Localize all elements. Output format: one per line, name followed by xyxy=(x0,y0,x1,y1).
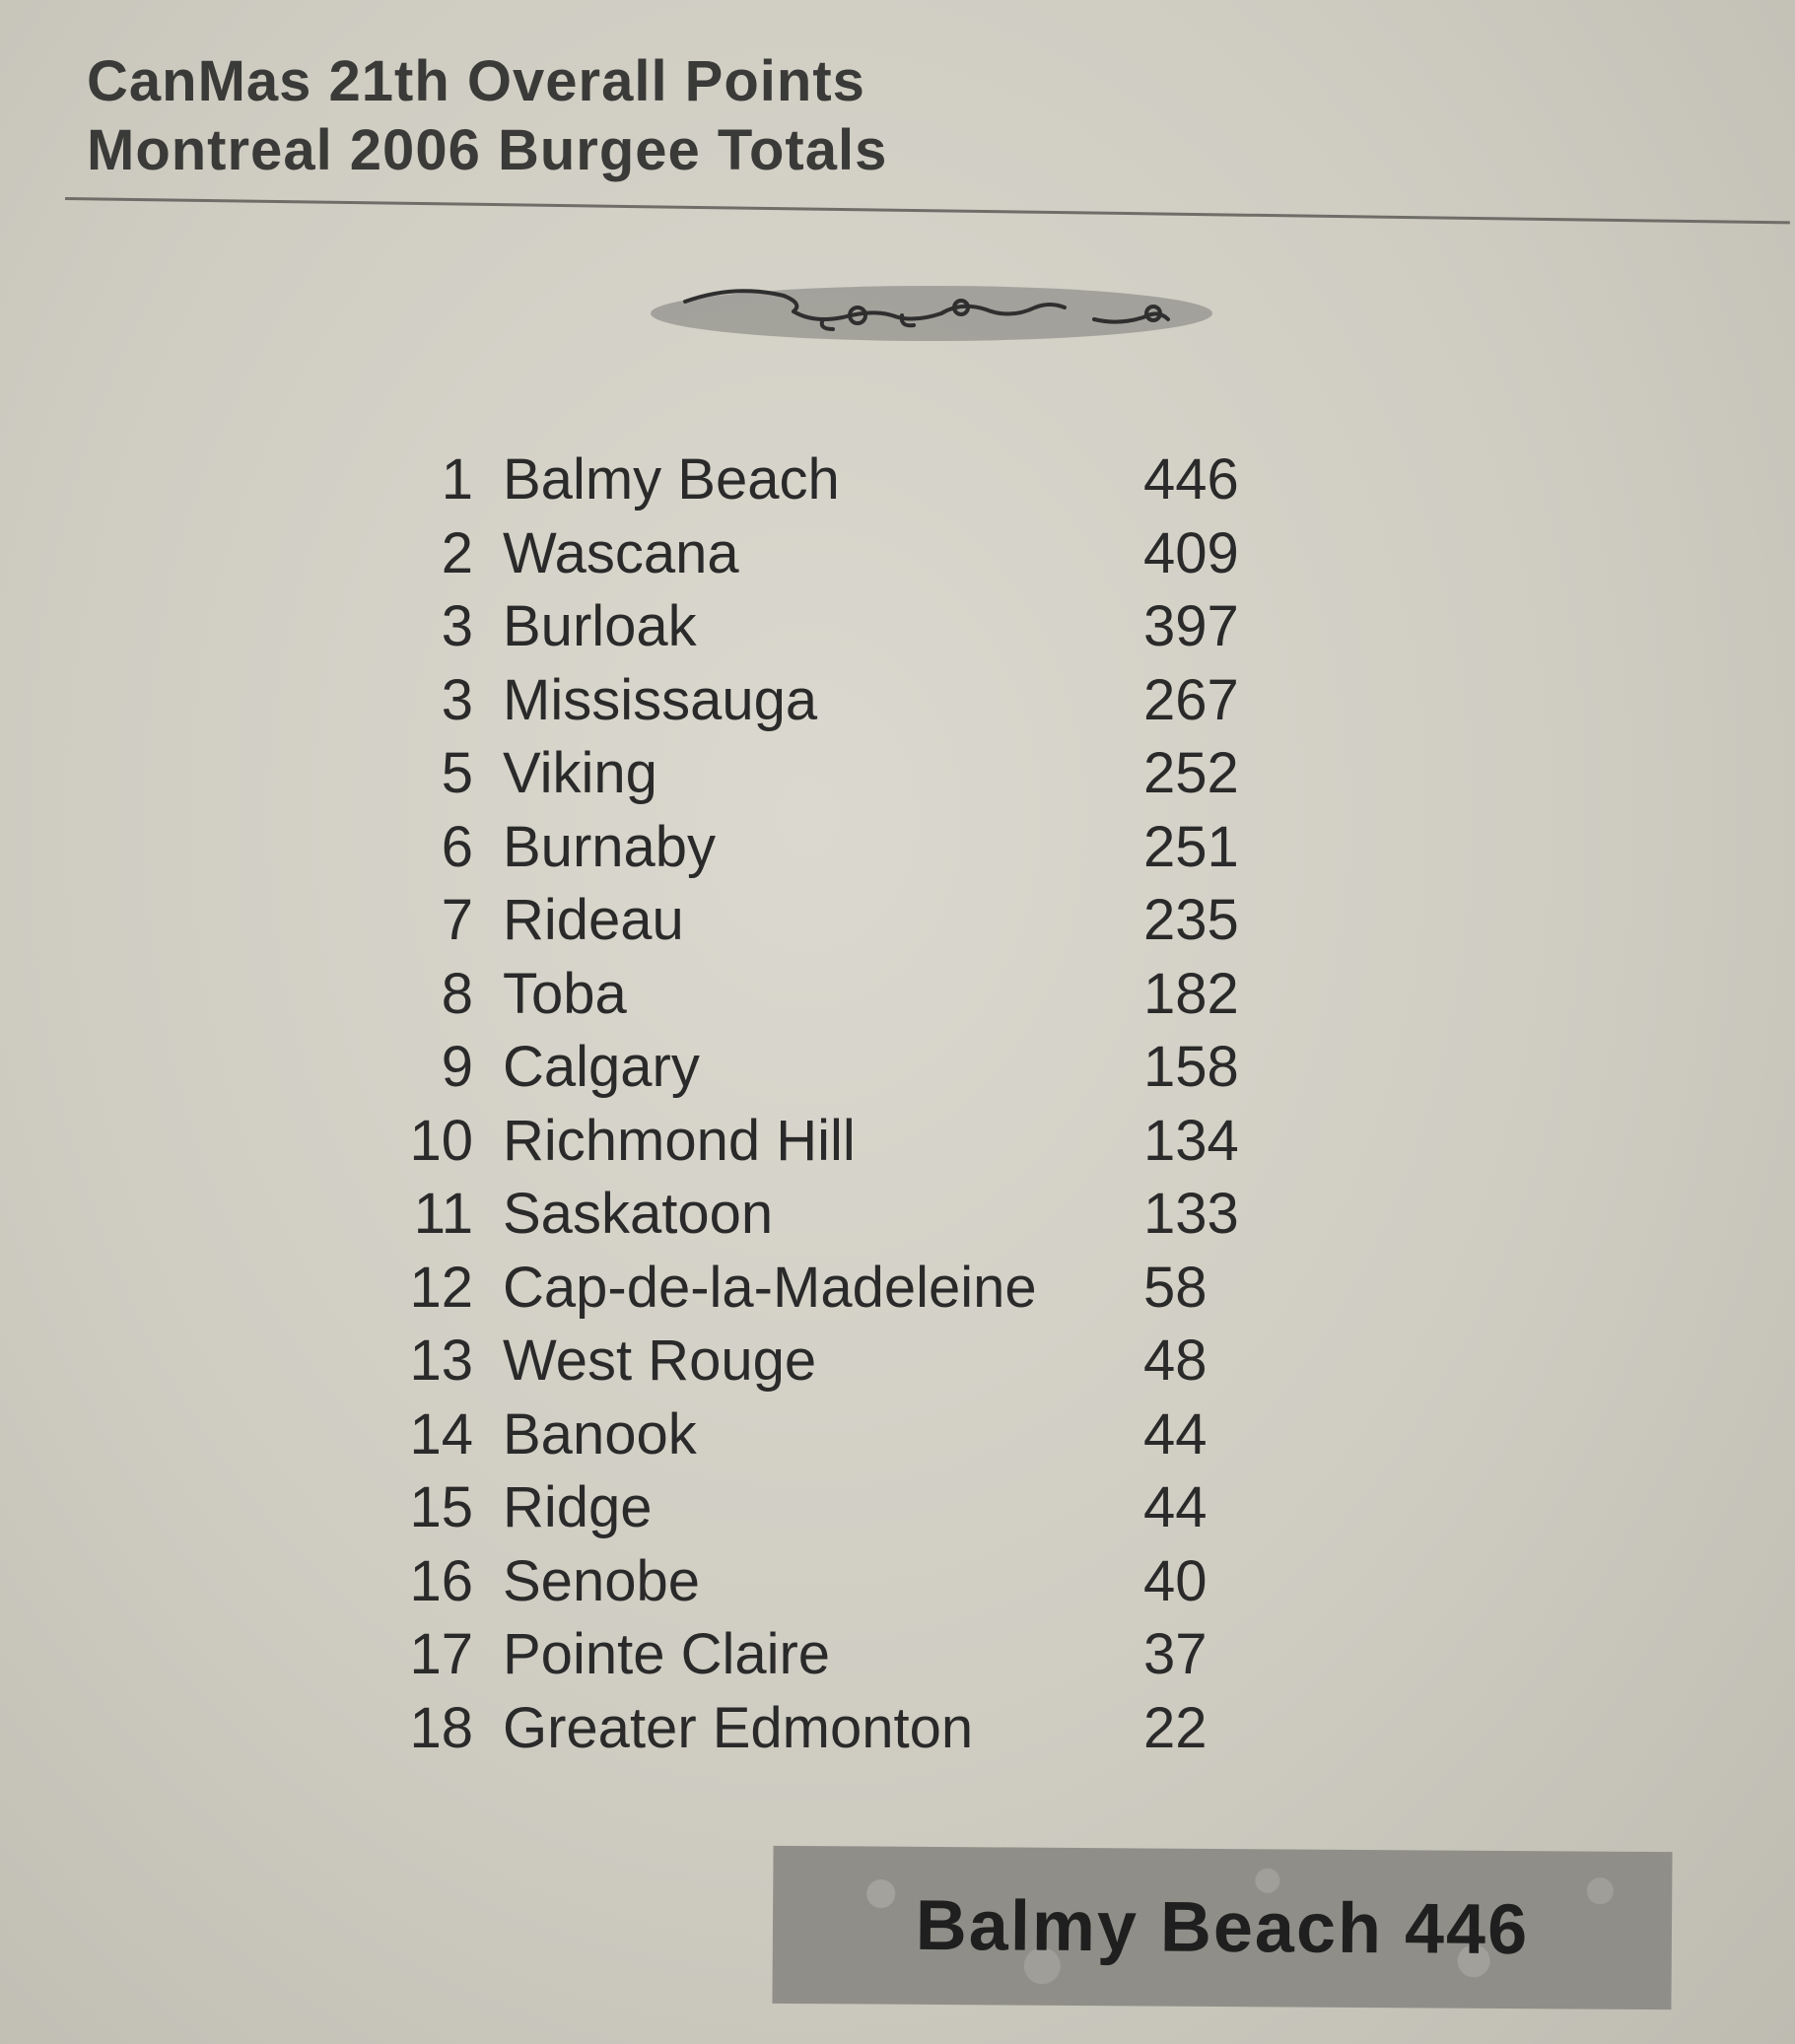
club-cell: Richmond Hill xyxy=(503,1108,856,1173)
rank-cell: 10 xyxy=(409,1108,473,1173)
table-row xyxy=(375,1618,1301,1692)
points-cell: 22 xyxy=(1143,1695,1208,1760)
points-cell: 397 xyxy=(1143,594,1239,658)
rank-cell: 12 xyxy=(409,1255,473,1320)
rank-cell: 1 xyxy=(441,447,473,511)
header-divider xyxy=(65,197,1790,224)
table-row xyxy=(375,1252,1301,1326)
points-cell: 133 xyxy=(1143,1182,1239,1246)
table-row xyxy=(375,1031,1301,1105)
club-cell: Viking xyxy=(503,741,657,805)
points-cell: 409 xyxy=(1143,520,1239,585)
rank-cell: 18 xyxy=(409,1695,473,1760)
rank-cell: 13 xyxy=(409,1329,473,1393)
club-cell: Rideau xyxy=(503,888,684,952)
table-row xyxy=(375,958,1301,1032)
points-cell: 58 xyxy=(1143,1255,1208,1320)
points-cell: 44 xyxy=(1143,1401,1208,1466)
page-subtitle: Montreal 2006 Burgee Totals xyxy=(87,118,888,182)
table-row xyxy=(375,1398,1301,1472)
table-row xyxy=(375,884,1301,958)
rank-cell: 16 xyxy=(409,1548,473,1613)
table-row xyxy=(375,737,1301,811)
club-cell: Toba xyxy=(503,961,627,1026)
table-row xyxy=(375,664,1301,738)
winner-banner xyxy=(772,1846,1672,2010)
standings-table xyxy=(375,443,1301,1765)
club-cell: Balmy Beach xyxy=(503,447,840,511)
club-cell: Wascana xyxy=(503,520,739,585)
table-row xyxy=(375,443,1301,517)
rank-cell: 15 xyxy=(409,1475,473,1539)
points-cell: 44 xyxy=(1143,1475,1208,1539)
table-row xyxy=(375,811,1301,885)
points-cell: 267 xyxy=(1143,667,1239,732)
club-cell: Greater Edmonton xyxy=(503,1695,974,1760)
winner-label: Balmy Beach 446 xyxy=(915,1885,1530,1970)
rank-cell: 9 xyxy=(441,1035,473,1099)
page-title: CanMas 21th Overall Points xyxy=(87,49,865,113)
points-cell: 158 xyxy=(1143,1035,1239,1099)
points-cell: 37 xyxy=(1143,1622,1208,1686)
rank-cell: 8 xyxy=(441,961,473,1026)
club-cell: Pointe Claire xyxy=(503,1622,831,1686)
table-row xyxy=(375,517,1301,591)
table-row xyxy=(375,1105,1301,1179)
club-cell: Mississauga xyxy=(503,667,818,732)
points-cell: 252 xyxy=(1143,741,1239,805)
club-cell: Burnaby xyxy=(503,814,717,879)
table-row xyxy=(375,1178,1301,1252)
table-row xyxy=(375,1545,1301,1619)
club-cell: Cap-de-la-Madeleine xyxy=(503,1255,1037,1320)
points-cell: 251 xyxy=(1143,814,1239,879)
rank-cell: 11 xyxy=(413,1182,473,1246)
points-cell: 446 xyxy=(1143,447,1239,511)
rank-cell: 2 xyxy=(441,520,473,585)
club-cell: Senobe xyxy=(503,1548,700,1613)
points-cell: 235 xyxy=(1143,888,1239,952)
ornamental-divider-icon xyxy=(646,274,1217,343)
points-cell: 40 xyxy=(1143,1548,1208,1613)
table-row xyxy=(375,1325,1301,1398)
table-row xyxy=(375,590,1301,664)
club-cell: Banook xyxy=(503,1401,697,1466)
rank-cell: 3 xyxy=(441,594,473,658)
rank-cell: 6 xyxy=(441,814,473,879)
rank-cell: 3 xyxy=(441,667,473,732)
club-cell: Burloak xyxy=(503,594,697,658)
club-cell: Ridge xyxy=(503,1475,653,1539)
rank-cell: 17 xyxy=(409,1622,473,1686)
table-row xyxy=(375,1471,1301,1545)
points-cell: 182 xyxy=(1143,961,1239,1026)
rank-cell: 5 xyxy=(441,741,473,805)
club-cell: Saskatoon xyxy=(503,1182,774,1246)
table-row xyxy=(375,1692,1301,1766)
club-cell: Calgary xyxy=(503,1035,700,1099)
points-cell: 134 xyxy=(1143,1108,1239,1173)
document-header xyxy=(87,47,887,185)
points-cell: 48 xyxy=(1143,1329,1208,1393)
rank-cell: 7 xyxy=(441,888,473,952)
rank-cell: 14 xyxy=(409,1401,473,1466)
club-cell: West Rouge xyxy=(503,1329,817,1393)
